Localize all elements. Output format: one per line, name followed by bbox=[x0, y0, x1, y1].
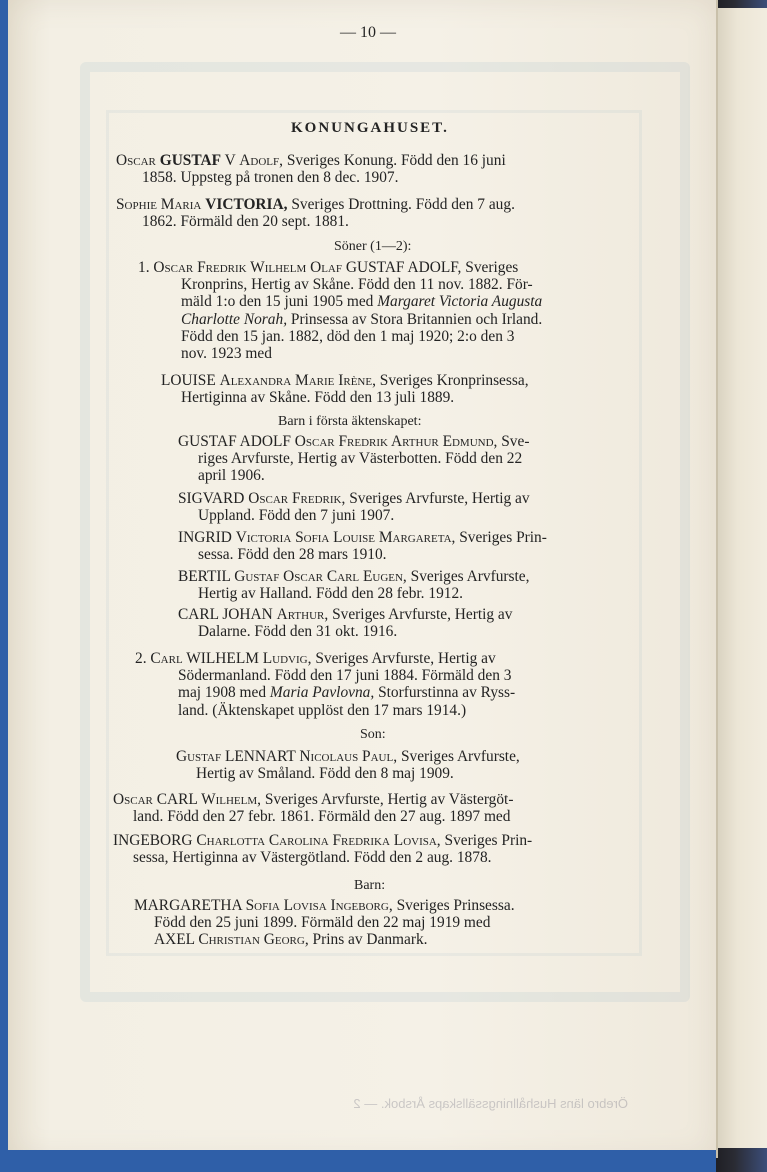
spouse-name: Margaret Victoria Augusta bbox=[377, 293, 543, 311]
name-main: LENNART bbox=[224, 748, 296, 765]
name-part: Ludvig, bbox=[262, 650, 312, 667]
entry-king bbox=[116, 152, 649, 186]
entry-text: Dalarne. Född den 31 okt. 1916. bbox=[198, 623, 398, 641]
entry-sigvard bbox=[178, 490, 649, 524]
entry-text: Hertiginna av Skåne. Född den 13 juli 1889. bbox=[181, 389, 455, 407]
entry-text: 1862. Förmäld den 20 sept. 1881. bbox=[142, 213, 349, 231]
name-main: GUSTAF ADOLF bbox=[178, 433, 291, 450]
entry-line bbox=[176, 748, 649, 765]
entry-line bbox=[178, 433, 649, 450]
entry-text: Sveriges Arvfurste, Hertig av bbox=[332, 606, 513, 623]
entry-line bbox=[178, 606, 649, 623]
entry-ingeborg bbox=[113, 832, 649, 866]
entry-text: Sveriges Konung. Född den 16 juni bbox=[286, 152, 506, 169]
name-part: Oscar Fredrik Arthur Edmund, bbox=[294, 433, 498, 450]
name-main: WILHELM bbox=[186, 650, 259, 667]
name-part: V bbox=[224, 152, 236, 169]
entry-text: Sveriges Arvfurste, Hertig av bbox=[349, 490, 530, 507]
name-part: Gustaf bbox=[176, 748, 222, 765]
name-part: Sophie Maria bbox=[116, 196, 202, 213]
name-part: Sofia Lovisa Ingeborg, bbox=[245, 897, 393, 914]
entry-text: Sveriges Kronprinsessa, bbox=[379, 372, 529, 389]
name-part: Christian Georg, bbox=[198, 931, 309, 949]
bottom-cover-strip bbox=[0, 1150, 716, 1172]
name-main: CARL JOHAN bbox=[178, 606, 273, 623]
entry-line bbox=[181, 311, 649, 328]
entry-line bbox=[178, 684, 649, 701]
page-number: — 10 — bbox=[340, 24, 396, 41]
name-part: Arthur, bbox=[276, 606, 329, 623]
entry-text: nov. 1923 med bbox=[181, 345, 272, 363]
entry-text: Sveriges Prin- bbox=[459, 529, 547, 546]
entry-line bbox=[116, 169, 649, 186]
name-main: GUSTAF ADOLF, bbox=[345, 259, 462, 276]
entry-line bbox=[161, 372, 649, 389]
name-part: Oscar bbox=[116, 152, 156, 169]
entry-text: Prinsessa av Stora Britannien och Irland. bbox=[290, 310, 543, 328]
entry-text: Sve- bbox=[501, 433, 530, 450]
name-part: Adolf, bbox=[239, 152, 283, 169]
entry-text: Sveriges Arvfurste, bbox=[400, 748, 520, 765]
entry-line bbox=[176, 765, 649, 782]
section-label-barn-2: Barn: bbox=[354, 878, 386, 893]
entry-text: maj 1908 med bbox=[178, 684, 267, 702]
entry-line bbox=[178, 585, 649, 602]
entry-text: Sveriges Prinsessa. bbox=[396, 897, 515, 914]
name-main: INGEBORG bbox=[113, 832, 193, 849]
entry-bertil bbox=[178, 568, 649, 602]
entry-line bbox=[135, 650, 649, 667]
entry-line bbox=[113, 808, 649, 825]
entry-text: april 1906. bbox=[198, 467, 265, 485]
entry-body bbox=[134, 914, 649, 948]
name-main: INGRID bbox=[178, 529, 232, 546]
entry-text: Sveriges Arvfurste, bbox=[410, 568, 530, 585]
entry-number: 1. bbox=[138, 259, 150, 276]
entry-text: Prins av Danmark. bbox=[312, 931, 428, 949]
entry-crown-prince bbox=[138, 259, 649, 362]
name-part: Nicolaus Paul, bbox=[299, 748, 398, 765]
name-main: LOUISE bbox=[161, 372, 216, 389]
entry-text: Sveriges Drottning. Född den 7 aug. bbox=[291, 196, 515, 213]
entry-line bbox=[113, 832, 649, 849]
section-label-soner: Söner (1—2): bbox=[334, 239, 412, 254]
entry-line bbox=[161, 389, 649, 406]
entry-line bbox=[138, 259, 649, 276]
name-part: Victoria Sofia Louise Margareta, bbox=[235, 529, 456, 546]
entry-text: mäld 1:o den 15 juni 1905 med bbox=[181, 293, 374, 311]
entry-text: Född den 25 juni 1899. Förmäld den 22 maj 1919 med bbox=[154, 914, 491, 932]
entry-wilhelm bbox=[135, 650, 649, 719]
entry-text: Södermanland. Född den 17 juni 1884. Förmäld den 3 bbox=[178, 667, 512, 685]
name-part: Oscar Fredrik Wilhelm Olaf bbox=[153, 259, 342, 276]
entry-line bbox=[178, 490, 649, 507]
entry-number: 2. bbox=[135, 650, 147, 667]
section-label-son: Son: bbox=[360, 727, 386, 742]
entry-line bbox=[134, 897, 649, 914]
entry-text: riges Arvfurste, Hertig av Västerbotten. Född den 22 bbox=[198, 450, 523, 468]
entry-text: Sveriges bbox=[465, 259, 519, 276]
name-part: Gustaf Oscar Carl Eugen, bbox=[234, 568, 407, 585]
name-main: MARGARETHA bbox=[134, 897, 242, 914]
entry-text: sessa. Född den 28 mars 1910. bbox=[198, 546, 387, 564]
entry-text: Sveriges Arvfurste, Hertig av bbox=[315, 650, 496, 667]
entry-text: land. (Äktenskapet upplöst den 17 mars 1914.) bbox=[178, 701, 467, 719]
entry-prince-carl bbox=[113, 791, 649, 825]
entry-line bbox=[154, 931, 649, 948]
entry-margaretha bbox=[134, 897, 649, 949]
name-part: Oscar Fredrik, bbox=[248, 490, 346, 507]
entry-text: Sveriges Arvfurste, Hertig av Västergöt- bbox=[264, 791, 514, 808]
name-main: BERTIL bbox=[178, 568, 231, 585]
spouse-name: Charlotte Norah, bbox=[181, 310, 288, 328]
name-main: AXEL bbox=[154, 931, 195, 949]
entry-body bbox=[178, 450, 649, 484]
entry-text: sessa, Hertiginna av Västergötland. Född den 2 aug. 1878. bbox=[133, 849, 492, 867]
entry-ingrid bbox=[178, 529, 649, 563]
entry-text: Hertig av Småland. Född den 8 maj 1909. bbox=[196, 765, 454, 783]
name-main: SIGVARD bbox=[178, 490, 245, 507]
entry-text: Uppland. Född den 7 juni 1907. bbox=[198, 507, 395, 525]
bleed-through-text: Örebro läns Hushållningssällskaps Årsbok. — 2 bbox=[353, 1096, 628, 1111]
name-main: CARL bbox=[156, 791, 198, 808]
entry-text: land. Född den 27 febr. 1861. Förmäld den 27 aug. 1897 med bbox=[133, 808, 511, 826]
name-part: Wilhelm, bbox=[201, 791, 261, 808]
entry-line bbox=[178, 568, 649, 585]
name-main: GUSTAF bbox=[159, 152, 222, 169]
section-label-barn-1: Barn i första äktenskapet: bbox=[278, 414, 422, 429]
entry-line bbox=[116, 196, 649, 213]
entry-body bbox=[138, 276, 649, 362]
entry-line bbox=[181, 293, 649, 310]
entry-line bbox=[178, 623, 649, 640]
entry-carl-johan bbox=[178, 606, 649, 640]
entry-line bbox=[178, 507, 649, 524]
entry-line bbox=[178, 529, 649, 546]
entry-body bbox=[135, 667, 649, 719]
entry-text: Storfurstinna av Ryss- bbox=[378, 684, 516, 702]
name-part: Carl bbox=[150, 650, 183, 667]
name-part: Oscar bbox=[113, 791, 153, 808]
entry-gustaf-adolf bbox=[178, 433, 649, 485]
entry-text: Sveriges Prin- bbox=[444, 832, 533, 849]
next-page-edge bbox=[716, 8, 767, 1148]
entry-text: Född den 15 jan. 1882, död den 1 maj 1920; 2:o den 3 bbox=[181, 327, 515, 345]
entry-text: Hertig av Halland. Född den 28 febr. 1912. bbox=[198, 585, 464, 603]
name-main: VICTORIA, bbox=[205, 196, 288, 213]
book-page bbox=[8, 0, 718, 1158]
entry-text: Kronprins, Hertig av Skåne. Född den 11 nov. 1882. För- bbox=[181, 276, 533, 294]
entry-line bbox=[116, 213, 649, 230]
name-part: Charlotta Carolina Fredrika Lovisa, bbox=[196, 832, 441, 849]
page-heading: KONUNGAHUSET. bbox=[291, 120, 449, 136]
entry-queen bbox=[116, 196, 649, 230]
entry-crown-princess bbox=[161, 372, 649, 406]
entry-line bbox=[116, 152, 649, 169]
entry-line bbox=[113, 849, 649, 866]
entry-line bbox=[178, 546, 649, 563]
entry-text: 1858. Uppsteg på tronen den 8 dec. 1907. bbox=[142, 169, 399, 187]
spouse-name: Maria Pavlovna, bbox=[269, 684, 375, 702]
entry-line bbox=[113, 791, 649, 808]
name-part: Alexandra Marie Irène, bbox=[219, 372, 376, 389]
entry-lennart bbox=[176, 748, 649, 782]
